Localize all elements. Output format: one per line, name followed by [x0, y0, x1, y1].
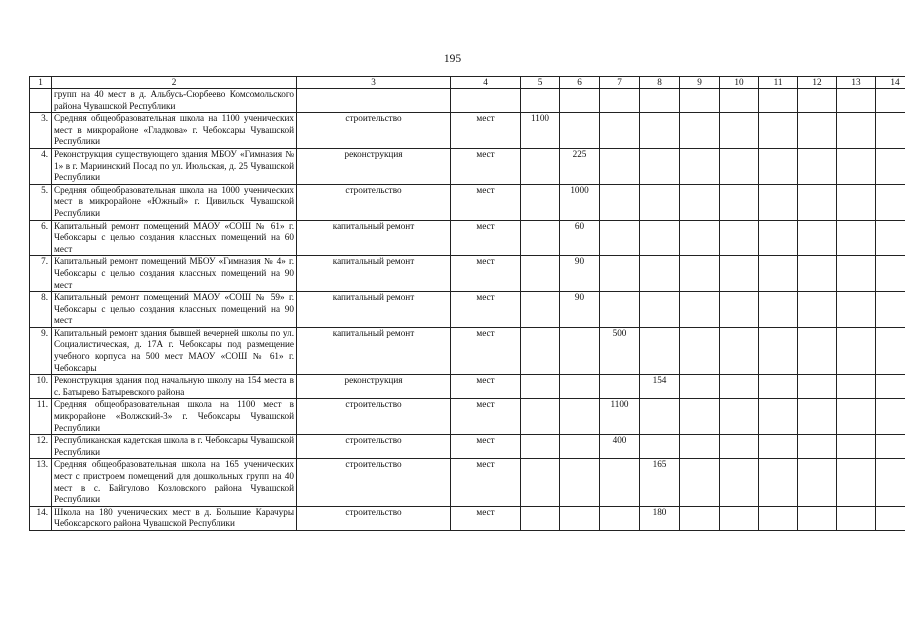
- work-type: капитальный ремонт: [297, 220, 451, 256]
- unit-of-measure: мест: [451, 327, 521, 374]
- value-cell: [798, 292, 837, 328]
- value-cell: [521, 220, 560, 256]
- value-cell: [640, 399, 680, 435]
- work-type: капитальный ремонт: [297, 256, 451, 292]
- value-cell: [600, 292, 640, 328]
- value-cell: [521, 459, 560, 506]
- value-cell: [680, 148, 720, 184]
- value-cell: [521, 399, 560, 435]
- value-cell: [521, 292, 560, 328]
- value-cell: [837, 113, 876, 149]
- work-type: строительство: [297, 399, 451, 435]
- table-header-row: [30, 77, 905, 89]
- value-cell: [640, 148, 680, 184]
- object-name: Капитальный ремонт помещений МАОУ «СОШ № 61» г. Чебоксары с целью создания классных помещений на 60 мест: [52, 220, 297, 256]
- unit-of-measure: мест: [451, 148, 521, 184]
- value-cell: [521, 435, 560, 459]
- row-number: 9.: [30, 327, 52, 374]
- column-header: 11: [759, 77, 798, 89]
- value-cell: [600, 256, 640, 292]
- value-cell: [759, 375, 798, 399]
- value-cell: [600, 184, 640, 220]
- value-cell: [837, 256, 876, 292]
- object-name: Реконструкция существующего здания МБОУ «Гимназия № 1» в г. Мариинский Посад по ул. Июльская, д. 25 Чувашской Республики: [52, 148, 297, 184]
- value-cell: [837, 89, 876, 113]
- value-cell: [640, 89, 680, 113]
- table-row: [30, 506, 905, 530]
- table-row: [30, 399, 905, 435]
- value-cell: [720, 113, 759, 149]
- value-cell: [720, 256, 759, 292]
- value-cell: [600, 506, 640, 530]
- value-cell: [560, 459, 600, 506]
- value-cell: [560, 435, 600, 459]
- object-name: групп на 40 мест в д. Альбусь-Сюрбеево Комсомольского района Чувашской Республики: [52, 89, 297, 113]
- value-cell: [600, 459, 640, 506]
- value-cell: [798, 184, 837, 220]
- value-cell: [640, 184, 680, 220]
- value-cell: [640, 292, 680, 328]
- value-cell: 165: [640, 459, 680, 506]
- value-cell: [876, 148, 905, 184]
- value-cell: [798, 375, 837, 399]
- unit-of-measure: мест: [451, 375, 521, 399]
- table-row: [30, 184, 905, 220]
- work-type: капитальный ремонт: [297, 292, 451, 328]
- work-type: реконструкция: [297, 375, 451, 399]
- investment-table: [29, 76, 905, 531]
- column-header: 13: [837, 77, 876, 89]
- table-row: [30, 148, 905, 184]
- value-cell: [640, 327, 680, 374]
- object-name: Капитальный ремонт здания бывшей вечерней школы по ул. Социалистическая, д. 17А г. Чебоксары под размещение учебного корпуса на 500 мест МАОУ «СОШ № 61» г. Чебоксары: [52, 327, 297, 374]
- value-cell: [680, 459, 720, 506]
- table-row: [30, 256, 905, 292]
- table-row: [30, 220, 905, 256]
- table-row: [30, 292, 905, 328]
- row-number: 4.: [30, 148, 52, 184]
- value-cell: 90: [560, 256, 600, 292]
- row-number: 12.: [30, 435, 52, 459]
- object-name: Капитальный ремонт помещений МАОУ «СОШ № 59» г. Чебоксары с целью создания классных помещений на 90 мест: [52, 292, 297, 328]
- table-row: [30, 113, 905, 149]
- column-header: 14: [876, 77, 905, 89]
- value-cell: [798, 220, 837, 256]
- object-name: Средняя общеобразовательная школа на 1000 ученических мест в микрорайоне «Южный» г. Цивильск Чувашской Республики: [52, 184, 297, 220]
- value-cell: 180: [640, 506, 680, 530]
- unit-of-measure: мест: [451, 459, 521, 506]
- value-cell: [521, 256, 560, 292]
- value-cell: [680, 399, 720, 435]
- value-cell: [876, 435, 905, 459]
- value-cell: [759, 113, 798, 149]
- value-cell: [680, 113, 720, 149]
- value-cell: [640, 256, 680, 292]
- value-cell: [560, 375, 600, 399]
- value-cell: [600, 113, 640, 149]
- value-cell: [876, 113, 905, 149]
- value-cell: [600, 220, 640, 256]
- value-cell: [680, 89, 720, 113]
- row-number: 6.: [30, 220, 52, 256]
- value-cell: [521, 327, 560, 374]
- value-cell: [680, 184, 720, 220]
- object-name: Реконструкция здания под начальную школу на 154 места в с. Батырево Батыревского района: [52, 375, 297, 399]
- value-cell: [798, 459, 837, 506]
- value-cell: [720, 148, 759, 184]
- row-number: [30, 89, 52, 113]
- row-number: 11.: [30, 399, 52, 435]
- table-row: [30, 89, 905, 113]
- work-type: [297, 89, 451, 113]
- value-cell: [798, 327, 837, 374]
- value-cell: [720, 327, 759, 374]
- unit-of-measure: мест: [451, 292, 521, 328]
- value-cell: [560, 506, 600, 530]
- value-cell: [837, 506, 876, 530]
- table-row: [30, 327, 905, 374]
- value-cell: [876, 292, 905, 328]
- value-cell: [521, 184, 560, 220]
- value-cell: [640, 113, 680, 149]
- value-cell: [521, 89, 560, 113]
- value-cell: [837, 435, 876, 459]
- value-cell: 500: [600, 327, 640, 374]
- value-cell: [680, 256, 720, 292]
- value-cell: [759, 89, 798, 113]
- value-cell: 60: [560, 220, 600, 256]
- page-number: 195: [443, 53, 462, 65]
- value-cell: [521, 375, 560, 399]
- unit-of-measure: мест: [451, 506, 521, 530]
- row-number: 10.: [30, 375, 52, 399]
- value-cell: [837, 292, 876, 328]
- value-cell: [680, 506, 720, 530]
- value-cell: 400: [600, 435, 640, 459]
- value-cell: [798, 113, 837, 149]
- value-cell: [680, 292, 720, 328]
- value-cell: [600, 148, 640, 184]
- value-cell: [837, 399, 876, 435]
- value-cell: [759, 220, 798, 256]
- value-cell: [720, 292, 759, 328]
- value-cell: [837, 459, 876, 506]
- object-name: Средняя общеобразовательная школа на 1100 ученических мест в микрорайоне «Гладкова» г. Чебоксары Чувашской Республики: [52, 113, 297, 149]
- object-name: Средняя общеобразовательная школа на 1100 мест в микрорайоне «Волжский-3» г. Чебоксары Чувашской Республики: [52, 399, 297, 435]
- value-cell: [720, 220, 759, 256]
- column-header: 5: [521, 77, 560, 89]
- column-header: 9: [680, 77, 720, 89]
- value-cell: [876, 220, 905, 256]
- value-cell: [876, 327, 905, 374]
- value-cell: 225: [560, 148, 600, 184]
- work-type: строительство: [297, 506, 451, 530]
- value-cell: [876, 399, 905, 435]
- value-cell: [837, 327, 876, 374]
- value-cell: [720, 399, 759, 435]
- value-cell: [600, 375, 640, 399]
- value-cell: [720, 375, 759, 399]
- value-cell: [876, 184, 905, 220]
- value-cell: [798, 256, 837, 292]
- value-cell: [521, 506, 560, 530]
- unit-of-measure: [451, 89, 521, 113]
- value-cell: [560, 89, 600, 113]
- value-cell: [680, 220, 720, 256]
- value-cell: [837, 148, 876, 184]
- value-cell: [680, 375, 720, 399]
- row-number: 13.: [30, 459, 52, 506]
- value-cell: [640, 435, 680, 459]
- value-cell: [560, 327, 600, 374]
- value-cell: 90: [560, 292, 600, 328]
- value-cell: [680, 435, 720, 459]
- row-number: 5.: [30, 184, 52, 220]
- column-header: 12: [798, 77, 837, 89]
- value-cell: [759, 506, 798, 530]
- object-name: Капитальный ремонт помещений МБОУ «Гимназия № 4» г. Чебоксары с целью создания классных помещений на 90 мест: [52, 256, 297, 292]
- value-cell: [876, 375, 905, 399]
- object-name: Средняя общеобразовательная школа на 165 ученических мест с пристроем помещений для дошкольных групп на 40 мест в с. Байгулово Козловского района Чувашской Республики: [52, 459, 297, 506]
- object-name: Республиканская кадетская школа в г. Чебоксары Чувашской Республики: [52, 435, 297, 459]
- value-cell: [759, 459, 798, 506]
- value-cell: [759, 148, 798, 184]
- value-cell: [720, 459, 759, 506]
- work-type: строительство: [297, 113, 451, 149]
- row-number: 8.: [30, 292, 52, 328]
- value-cell: [560, 113, 600, 149]
- value-cell: [876, 506, 905, 530]
- value-cell: [600, 89, 640, 113]
- column-header: 4: [451, 77, 521, 89]
- value-cell: [798, 148, 837, 184]
- unit-of-measure: мест: [451, 256, 521, 292]
- unit-of-measure: мест: [451, 113, 521, 149]
- value-cell: [759, 399, 798, 435]
- value-cell: [837, 184, 876, 220]
- table-row: [30, 459, 905, 506]
- unit-of-measure: мест: [451, 184, 521, 220]
- value-cell: 1100: [521, 113, 560, 149]
- value-cell: [876, 256, 905, 292]
- unit-of-measure: мест: [451, 435, 521, 459]
- value-cell: [876, 459, 905, 506]
- value-cell: [720, 506, 759, 530]
- value-cell: [560, 399, 600, 435]
- value-cell: [798, 506, 837, 530]
- column-header: 3: [297, 77, 451, 89]
- value-cell: [759, 184, 798, 220]
- column-header: 6: [560, 77, 600, 89]
- value-cell: [759, 435, 798, 459]
- value-cell: 1000: [560, 184, 600, 220]
- value-cell: [759, 256, 798, 292]
- column-header: 8: [640, 77, 680, 89]
- object-name: Школа на 180 ученических мест в д. Большие Карачуры Чебоксарского района Чувашской Республики: [52, 506, 297, 530]
- work-type: строительство: [297, 459, 451, 506]
- value-cell: [798, 435, 837, 459]
- row-number: 3.: [30, 113, 52, 149]
- value-cell: [837, 375, 876, 399]
- column-header: 1: [30, 77, 52, 89]
- table-row: [30, 435, 905, 459]
- work-type: строительство: [297, 184, 451, 220]
- table-row: [30, 375, 905, 399]
- value-cell: [720, 184, 759, 220]
- value-cell: [680, 327, 720, 374]
- value-cell: 1100: [600, 399, 640, 435]
- column-header: 7: [600, 77, 640, 89]
- value-cell: [521, 148, 560, 184]
- value-cell: 154: [640, 375, 680, 399]
- work-type: строительство: [297, 435, 451, 459]
- work-type: капитальный ремонт: [297, 327, 451, 374]
- column-header: 10: [720, 77, 759, 89]
- value-cell: [720, 89, 759, 113]
- column-header: 2: [52, 77, 297, 89]
- unit-of-measure: мест: [451, 220, 521, 256]
- row-number: 7.: [30, 256, 52, 292]
- work-type: реконструкция: [297, 148, 451, 184]
- value-cell: [720, 435, 759, 459]
- value-cell: [759, 327, 798, 374]
- unit-of-measure: мест: [451, 399, 521, 435]
- row-number: 14.: [30, 506, 52, 530]
- value-cell: [876, 89, 905, 113]
- value-cell: [798, 399, 837, 435]
- value-cell: [798, 89, 837, 113]
- value-cell: [759, 292, 798, 328]
- value-cell: [837, 220, 876, 256]
- value-cell: [640, 220, 680, 256]
